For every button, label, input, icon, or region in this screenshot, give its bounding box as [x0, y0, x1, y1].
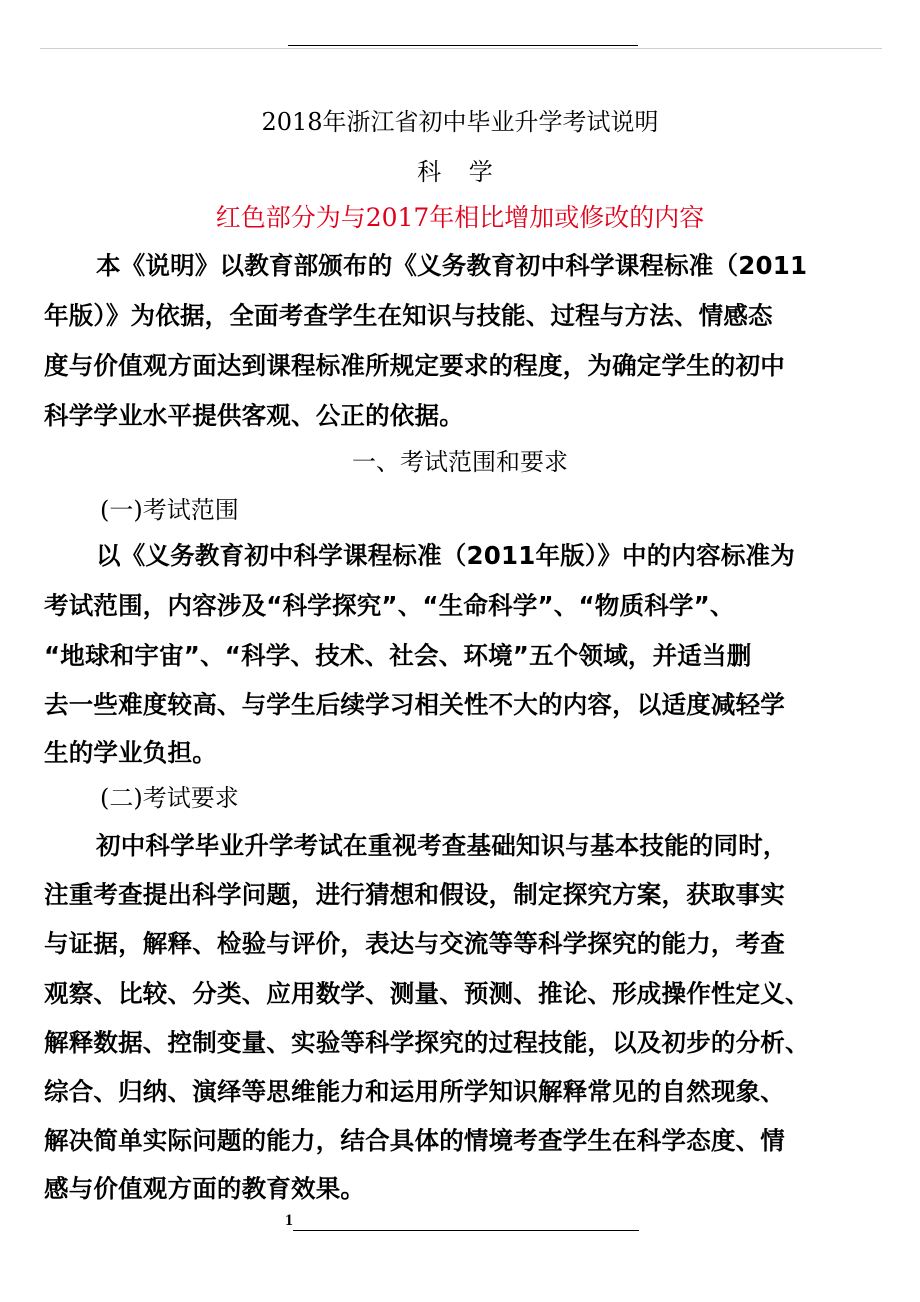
header-rule: [40, 48, 882, 49]
document-subject: 科 学: [417, 158, 503, 186]
header-underline: [288, 45, 638, 46]
requirement-line: 与证据，解释、检验与评价，表达与交流等等科学探究的能力，考查: [44, 929, 785, 958]
document-title: 2018年浙江省初中毕业升学考试说明: [261, 108, 659, 136]
scope-line: 去一些难度较高、与学生后续学习相关性不大的内容，以适度减轻学: [44, 690, 785, 719]
page-number: 1: [285, 1212, 293, 1229]
revision-note: 红色部分为与2017年相比增加或修改的内容: [215, 203, 705, 232]
intro-line: 度与价值观方面达到课程标准所规定要求的程度，为确定学生的初中: [44, 351, 785, 380]
scope-line: 生的学业负担。: [44, 738, 217, 767]
subsection-heading-requirements: (二)考试要求: [100, 784, 239, 812]
scope-line: “地球和宇宙”、“科学、技术、社会、环境”五个领域，并适当删: [44, 641, 752, 670]
section-heading: 一、考试范围和要求: [352, 448, 568, 476]
footer-rule: [293, 1230, 639, 1231]
requirement-line: 观察、比较、分类、应用数学、测量、预测、推论、形成操作性定义、: [44, 979, 810, 1008]
subsection-heading-scope: (一)考试范围: [100, 496, 239, 524]
requirement-line: 感与价值观方面的教育效果。: [44, 1174, 366, 1203]
requirement-line: 解释数据、控制变量、实验等科学探究的过程技能，以及初步的分析、: [44, 1028, 810, 1057]
scope-line: 考试范围，内容涉及“科学探究”、“生命科学”、“物质科学”、: [44, 591, 735, 620]
scope-line: 以《义务教育初中科学课程标准（2011年版）》中的内容标准为: [96, 541, 795, 570]
requirement-line: 解决简单实际问题的能力，结合具体的情境考查学生在科学态度、情: [44, 1126, 785, 1155]
requirement-line: 初中科学毕业升学考试在重视考查基础知识与基本技能的同时，: [96, 831, 788, 860]
intro-line: 年版）》为依据，全面考查学生在知识与技能、过程与方法、情感态: [44, 301, 773, 330]
intro-line: 本《说明》以教育部颁布的《义务教育初中科学课程标准（2011: [96, 251, 808, 280]
intro-line: 科学学业水平提供客观、公正的依据。: [44, 401, 464, 430]
requirement-line: 综合、归纳、演绎等思维能力和运用所学知识解释常见的自然现象、: [44, 1077, 785, 1106]
requirement-line: 注重考查提出科学问题，进行猜想和假设，制定探究方案，获取事实: [44, 880, 785, 909]
